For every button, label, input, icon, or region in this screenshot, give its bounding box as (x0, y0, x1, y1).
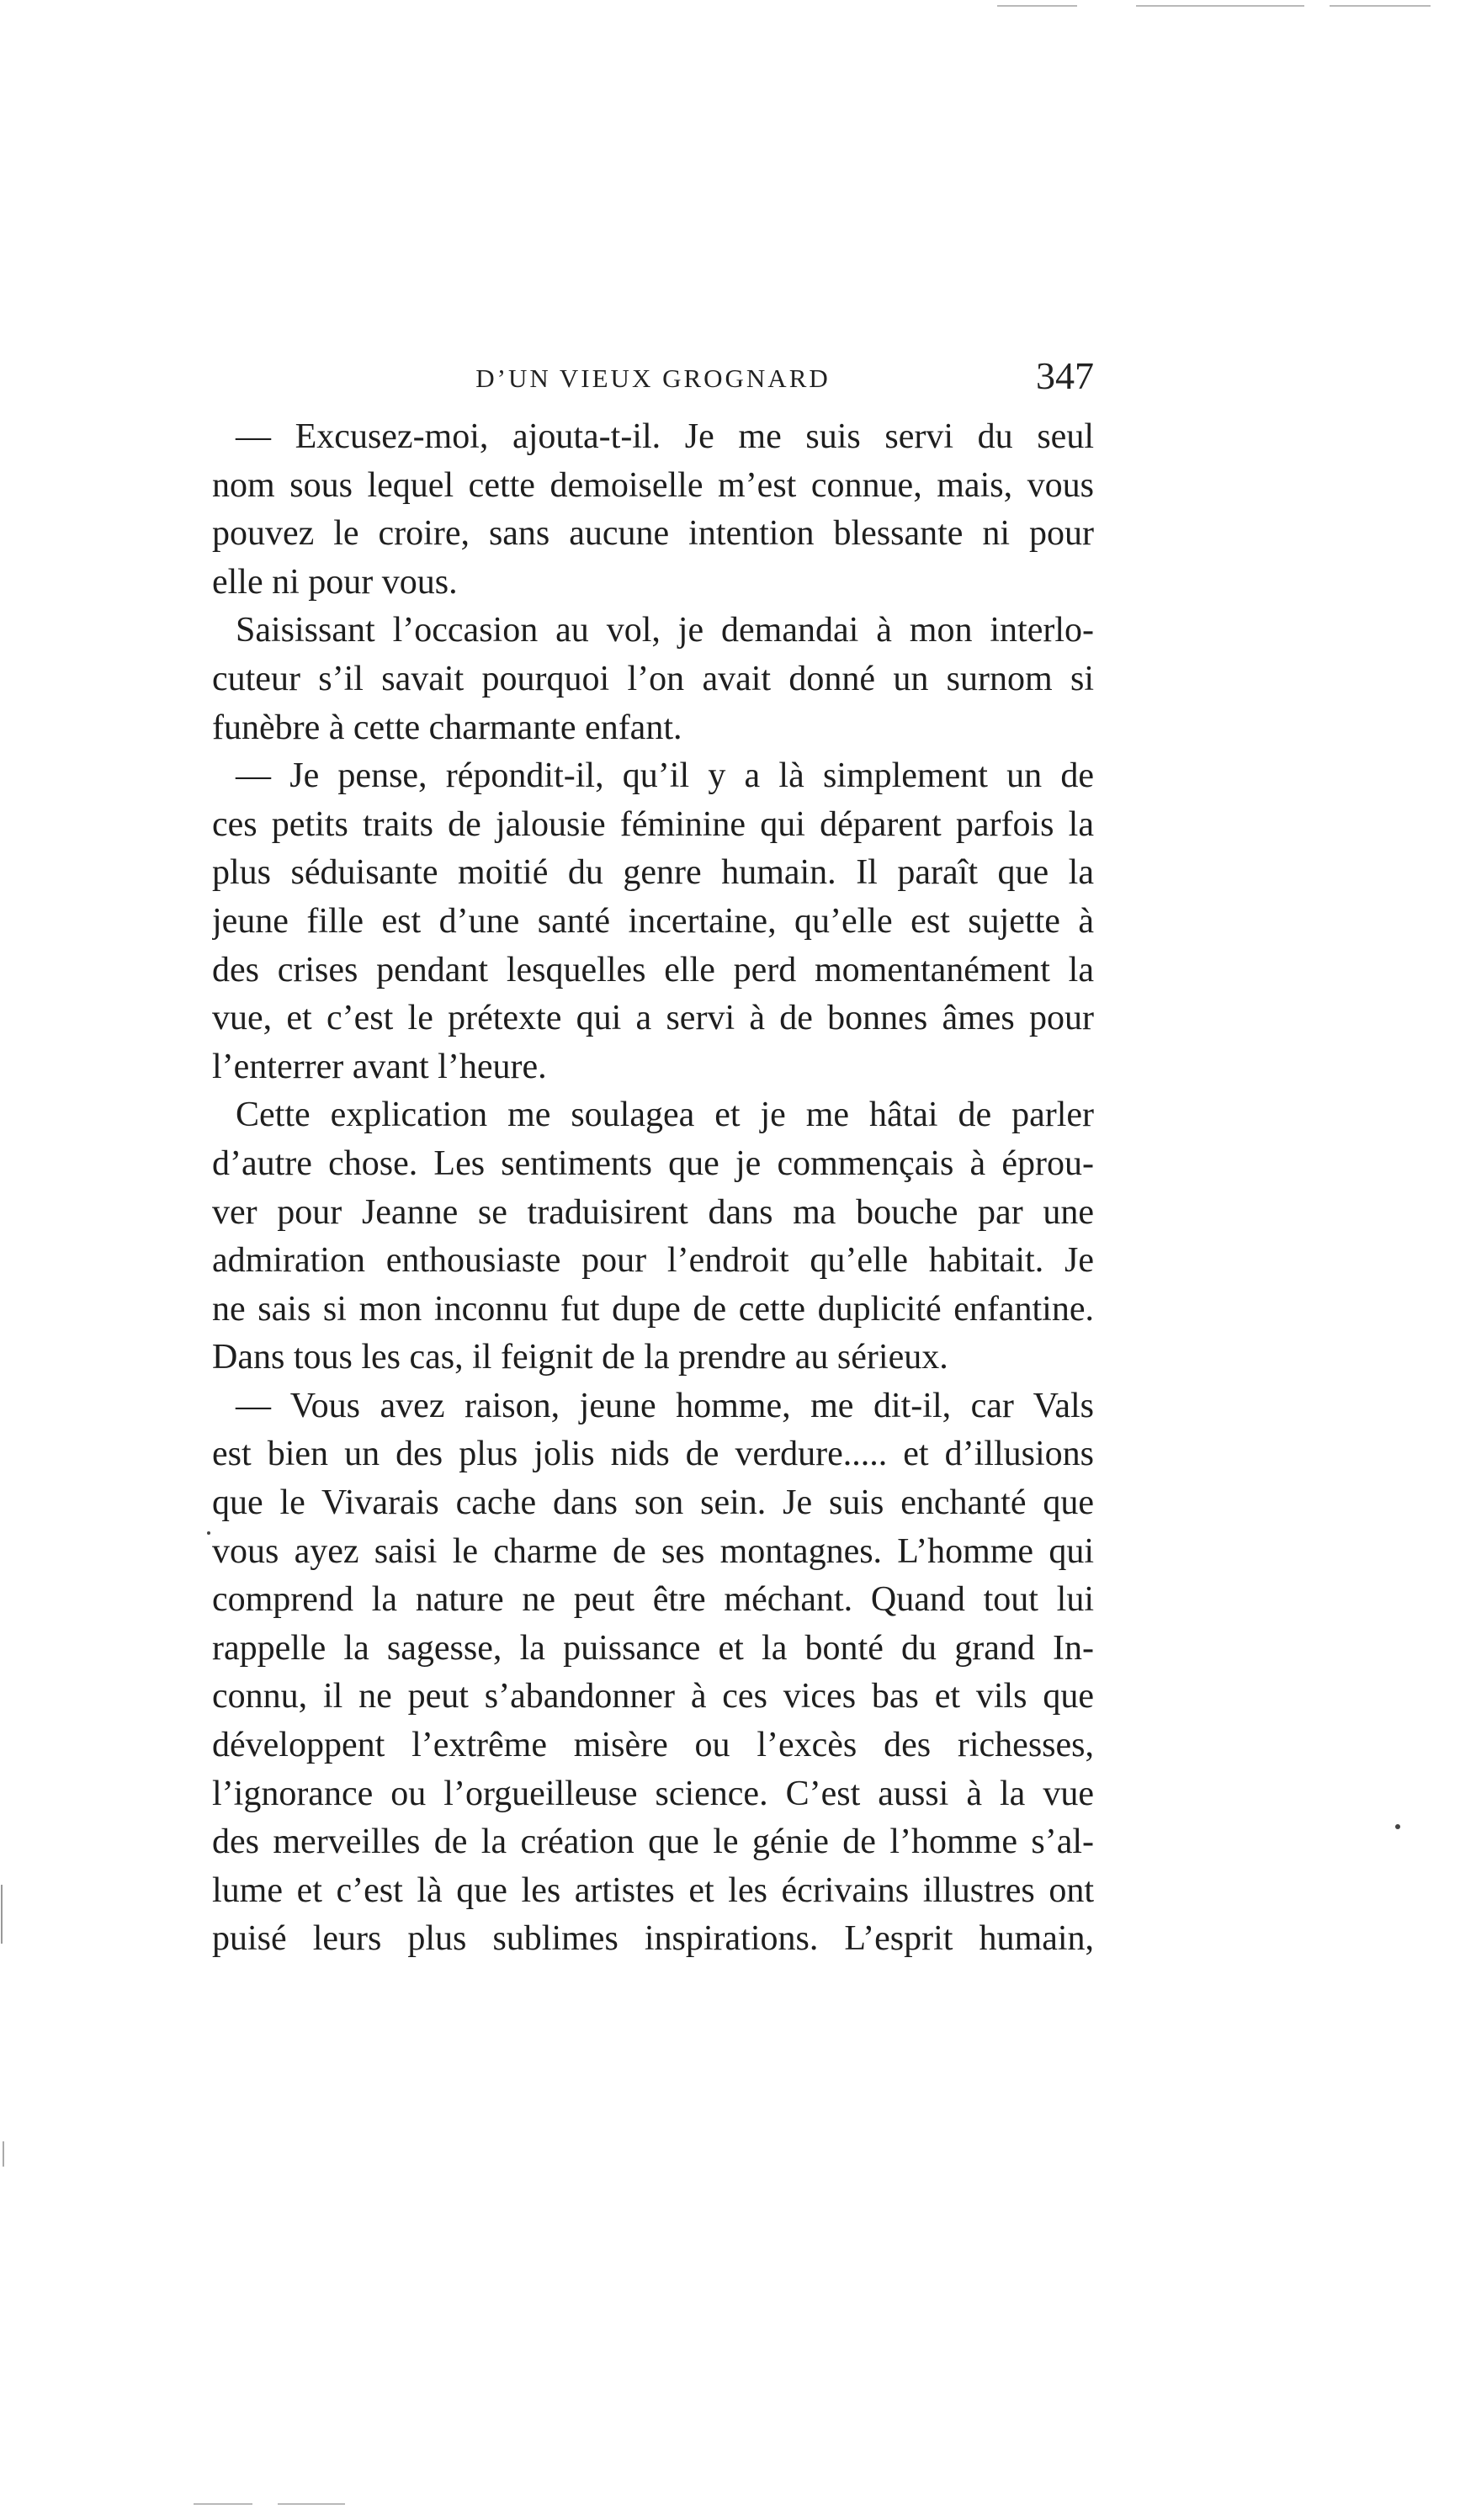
text-line: ne sais si mon inconnu fut dupe de cette duplicité enfantine. (212, 1289, 1094, 1329)
text-line: ces petits traits de jalousie féminine qui déparent parfois la (212, 804, 1094, 844)
text-line: admiration enthousiaste pour l’endroit qu’elle habitait. Je (212, 1241, 1094, 1281)
page-number: 347 (1036, 354, 1094, 397)
text-line: Cette explication me soulagea et je me hâtai de parler (236, 1096, 1094, 1135)
scan-speck (207, 1531, 210, 1535)
text-line: elle ni pour vous. (212, 562, 458, 602)
text-line: — Je pense, répondit-il, qu’il y a là simplement un de (236, 756, 1094, 796)
text-line: Dans tous les cas, il feignit de la prendre au sérieux. (212, 1338, 948, 1377)
text-line: d’autre chose. Les sentiments que je commençais à éprou- (212, 1143, 1094, 1183)
scan-artifact (3, 2141, 4, 2167)
text-line: est bien un des plus jolis nids de verdure..... et d’illusions (212, 1435, 1094, 1474)
scan-artifact (278, 2503, 345, 2505)
page-header (212, 353, 1094, 404)
scan-speck (1395, 1824, 1400, 1829)
text-line: rappelle la sagesse, la puissance et la bonté du grand In- (212, 1628, 1094, 1668)
text-line: nom sous lequel cette demoiselle m’est connue, mais, vous (212, 465, 1094, 505)
text-line: connu, il ne peut s’abandonner à ces vices bas et vils que (212, 1677, 1094, 1716)
scan-artifact (1136, 5, 1304, 7)
text-line: l’ignorance ou l’orgueilleuse science. C’est aussi à la vue (212, 1774, 1094, 1813)
text-line: l’enterrer avant l’heure. (212, 1047, 547, 1086)
text-line: plus séduisante moitié du genre humain. Il paraît que la (212, 853, 1094, 893)
text-line: ver pour Jeanne se traduisirent dans ma bouche par une (212, 1192, 1094, 1232)
text-line: — Excusez-moi, ajouta-t-il. Je me suis servi du seul (236, 417, 1094, 456)
text-line: vous ayez saisi le charme de ses montagnes. L’homme qui (212, 1531, 1094, 1571)
scan-artifact (997, 5, 1077, 7)
text-line: puisé leurs plus sublimes inspirations. L’esprit humain, (212, 1919, 1094, 1959)
scan-artifact (1, 1885, 3, 1944)
text-line: jeune fille est d’une santé incertaine, qu’elle est sujette à (212, 901, 1094, 941)
scan-artifact (194, 2503, 252, 2505)
text-line: des crises pendant lesquelles elle perd momentanément la (212, 950, 1094, 989)
text-line: pouvez le croire, sans aucune intention blessante ni pour (212, 514, 1094, 554)
text-line: développent l’extrême misère ou l’excès des richesses, (212, 1726, 1094, 1765)
text-line: que le Vivarais cache dans son sein. Je suis enchanté que (212, 1483, 1094, 1523)
body-text (212, 413, 1094, 1964)
scan-artifact (1330, 5, 1431, 7)
text-line: Saisissant l’occasion au vol, je demandai à mon interlo- (236, 611, 1094, 650)
text-line: comprend la nature ne peut être méchant. Quand tout lui (212, 1580, 1094, 1620)
text-line: des merveilles de la création que le génie de l’homme s’al- (212, 1822, 1094, 1862)
text-line: cuteur s’il savait pourquoi l’on avait donné un surnom si (212, 659, 1094, 698)
text-line: — Vous avez raison, jeune homme, me dit-il, car Vals (236, 1386, 1094, 1425)
running-head: D’UN VIEUX GROGNARD (475, 363, 831, 393)
text-line: vue, et c’est le prétexte qui a servi à de bonnes âmes pour (212, 999, 1094, 1038)
text-line: funèbre à cette charmante enfant. (212, 708, 682, 747)
text-line: lume et c’est là que les artistes et les écrivains illustres ont (212, 1870, 1094, 1910)
